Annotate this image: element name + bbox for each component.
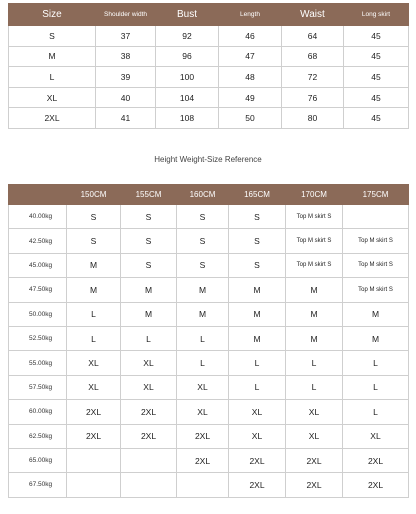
header-size: Size [9, 4, 96, 26]
weight-label-cell: 55.00kg [9, 351, 67, 375]
measurement-cell: 64 [282, 26, 344, 47]
recommended-size-cell: XL [286, 400, 343, 424]
recommended-size-cell: XL [229, 400, 286, 424]
recommended-size-cell: S [121, 205, 177, 229]
recommended-size-cell: 2XL [286, 448, 343, 472]
height-weight-table [8, 184, 409, 498]
recommended-size-cell: Top M skirt S [343, 229, 409, 253]
recommended-size-cell: 2XL [121, 400, 177, 424]
recommended-size-cell: 2XL [121, 424, 177, 448]
measurement-cell: 46 [219, 26, 282, 47]
size-label-cell: M [9, 46, 96, 67]
weight-row [9, 278, 409, 302]
weight-row [9, 326, 409, 350]
header-bust: Bust [156, 4, 219, 26]
recommended-size-cell: L [229, 375, 286, 399]
weight-label-cell: 47.50kg [9, 278, 67, 302]
recommended-size-cell [177, 473, 229, 497]
recommended-size-cell: Top M skirt S [286, 253, 343, 277]
recommended-size-cell [343, 205, 409, 229]
recommended-size-cell: M [67, 278, 121, 302]
weight-row [9, 375, 409, 399]
measurement-cell: 45 [344, 67, 409, 88]
recommended-size-cell: Top M skirt S [286, 205, 343, 229]
measurement-cell: 96 [156, 46, 219, 67]
recommended-size-cell: Top M skirt S [343, 253, 409, 277]
recommended-size-cell: L [177, 326, 229, 350]
measurement-cell: 38 [96, 46, 156, 67]
height-header-row [9, 185, 409, 205]
size-row [9, 87, 409, 108]
recommended-size-cell: S [177, 229, 229, 253]
weight-row [9, 448, 409, 472]
measurement-cell: 104 [156, 87, 219, 108]
recommended-size-cell: M [286, 278, 343, 302]
recommended-size-cell: L [343, 400, 409, 424]
recommended-size-cell: M [286, 302, 343, 326]
weight-row [9, 424, 409, 448]
recommended-size-cell: L [67, 302, 121, 326]
recommended-size-cell: XL [67, 351, 121, 375]
recommended-size-cell: M [121, 278, 177, 302]
recommended-size-cell: L [177, 351, 229, 375]
recommended-size-cell [121, 473, 177, 497]
weight-row [9, 229, 409, 253]
measurement-cell: 68 [282, 46, 344, 67]
header-length: Length [219, 4, 282, 26]
recommended-size-cell: S [229, 229, 286, 253]
recommended-size-cell: L [286, 375, 343, 399]
measurement-cell: 108 [156, 108, 219, 129]
weight-row [9, 351, 409, 375]
weight-row [9, 253, 409, 277]
recommended-size-cell: XL [121, 375, 177, 399]
recommended-size-cell: XL [121, 351, 177, 375]
header-height: 165CM [229, 185, 286, 205]
measurement-cell: 39 [96, 67, 156, 88]
recommended-size-cell: M [229, 326, 286, 350]
weight-label-cell: 67.50kg [9, 473, 67, 497]
weight-label-cell: 50.00kg [9, 302, 67, 326]
weight-label-cell: 40.00kg [9, 205, 67, 229]
recommended-size-cell: L [67, 326, 121, 350]
weight-label-cell: 45.00kg [9, 253, 67, 277]
recommended-size-cell: L [343, 351, 409, 375]
recommended-size-cell: XL [229, 424, 286, 448]
weight-row [9, 400, 409, 424]
recommended-size-cell: S [177, 205, 229, 229]
size-row [9, 26, 409, 47]
recommended-size-cell: XL [343, 424, 409, 448]
size-label-cell: S [9, 26, 96, 47]
measurement-cell: 92 [156, 26, 219, 47]
recommended-size-cell: Top M skirt S [286, 229, 343, 253]
recommended-size-cell: M [286, 326, 343, 350]
recommended-size-cell: M [343, 326, 409, 350]
size-table [8, 3, 409, 129]
measurement-cell: 45 [344, 108, 409, 129]
recommended-size-cell: S [67, 229, 121, 253]
header-height: 160CM [177, 185, 229, 205]
header-shoulder-width: Shoulder width [96, 4, 156, 26]
measurement-cell: 76 [282, 87, 344, 108]
size-row [9, 108, 409, 129]
measurement-cell: 48 [219, 67, 282, 88]
header-waist: Waist [282, 4, 344, 26]
measurement-cell: 100 [156, 67, 219, 88]
header-corner [9, 185, 67, 205]
recommended-size-cell: M [177, 278, 229, 302]
size-label-cell: XL [9, 87, 96, 108]
size-label-cell: 2XL [9, 108, 96, 129]
size-row [9, 67, 409, 88]
measurement-cell: 80 [282, 108, 344, 129]
recommended-size-cell: M [121, 302, 177, 326]
recommended-size-cell: XL [67, 375, 121, 399]
measurement-cell: 50 [219, 108, 282, 129]
recommended-size-cell [67, 473, 121, 497]
recommended-size-cell: 2XL [177, 448, 229, 472]
measurement-cell: 72 [282, 67, 344, 88]
recommended-size-cell: S [229, 205, 286, 229]
weight-label-cell: 42.50kg [9, 229, 67, 253]
recommended-size-cell: 2XL [229, 448, 286, 472]
measurement-cell: 45 [344, 87, 409, 108]
recommended-size-cell: M [177, 302, 229, 326]
weight-row [9, 302, 409, 326]
recommended-size-cell: L [229, 351, 286, 375]
size-row [9, 46, 409, 67]
recommended-size-cell: M [229, 302, 286, 326]
recommended-size-cell: Top M skirt S [343, 278, 409, 302]
weight-label-cell: 52.50kg [9, 326, 67, 350]
measurement-cell: 40 [96, 87, 156, 108]
header-height: 170CM [286, 185, 343, 205]
recommended-size-cell: L [121, 326, 177, 350]
recommended-size-cell: M [67, 253, 121, 277]
recommended-size-cell [67, 448, 121, 472]
recommended-size-cell: S [121, 229, 177, 253]
weight-label-cell: 60.00kg [9, 400, 67, 424]
recommended-size-cell: 2XL [67, 400, 121, 424]
recommended-size-cell: XL [177, 375, 229, 399]
size-table-header-row [9, 4, 409, 26]
recommended-size-cell: L [343, 375, 409, 399]
recommended-size-cell: 2XL [286, 473, 343, 497]
measurement-cell: 49 [219, 87, 282, 108]
weight-row [9, 205, 409, 229]
recommended-size-cell: 2XL [343, 448, 409, 472]
recommended-size-cell: S [67, 205, 121, 229]
recommended-size-cell: L [286, 351, 343, 375]
measurement-cell: 47 [219, 46, 282, 67]
recommended-size-cell: XL [177, 400, 229, 424]
weight-label-cell: 62.50kg [9, 424, 67, 448]
measurement-cell: 45 [344, 26, 409, 47]
weight-row [9, 473, 409, 497]
measurement-cell: 45 [344, 46, 409, 67]
measurement-cell: 37 [96, 26, 156, 47]
header-height: 150CM [67, 185, 121, 205]
recommended-size-cell: 2XL [177, 424, 229, 448]
recommended-size-cell: S [121, 253, 177, 277]
recommended-size-cell: S [177, 253, 229, 277]
weight-label-cell: 57.50kg [9, 375, 67, 399]
recommended-size-cell: 2XL [229, 473, 286, 497]
recommended-size-cell: XL [286, 424, 343, 448]
recommended-size-cell: 2XL [343, 473, 409, 497]
recommended-size-cell: S [229, 253, 286, 277]
size-label-cell: L [9, 67, 96, 88]
measurement-cell: 41 [96, 108, 156, 129]
header-long-skirt: Long skirt [344, 4, 409, 26]
recommended-size-cell: 2XL [67, 424, 121, 448]
recommended-size-cell: M [229, 278, 286, 302]
recommended-size-cell: M [343, 302, 409, 326]
recommended-size-cell [121, 448, 177, 472]
weight-label-cell: 65.00kg [9, 448, 67, 472]
header-height: 175CM [343, 185, 409, 205]
reference-title: Height Weight-Size Reference [154, 155, 262, 164]
header-height: 155CM [121, 185, 177, 205]
